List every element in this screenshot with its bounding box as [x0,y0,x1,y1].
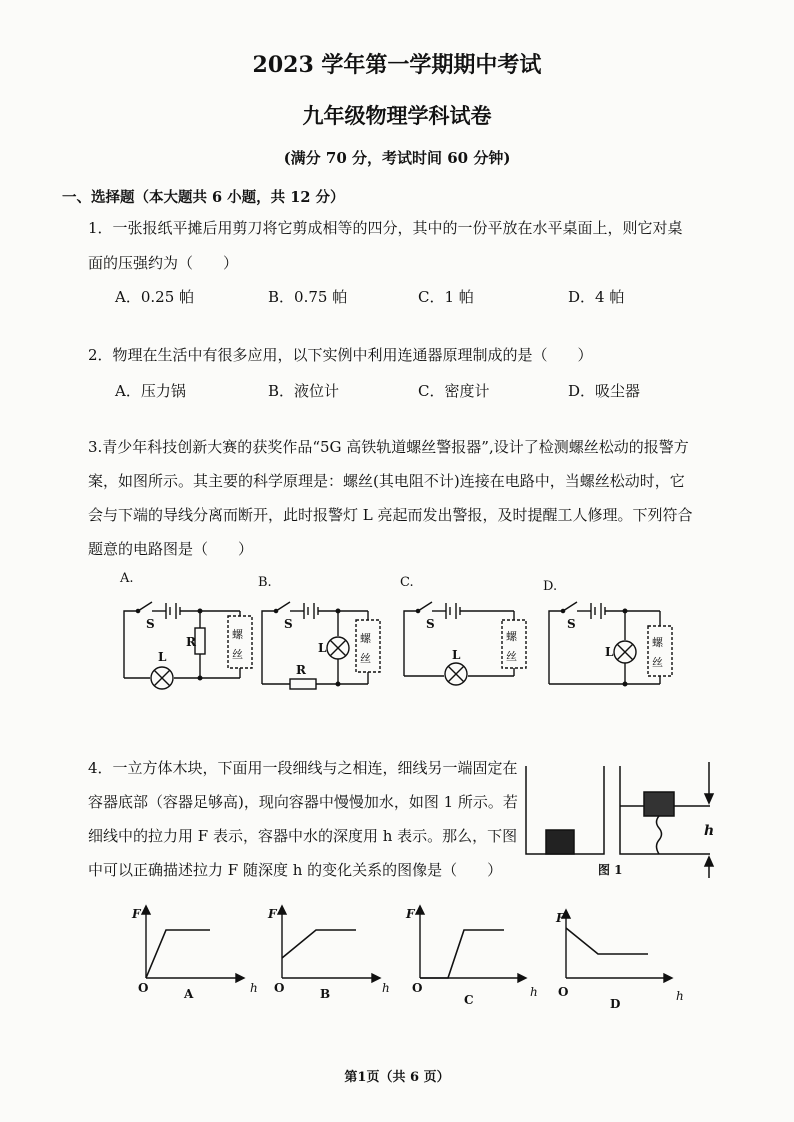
svg-text:O: O [412,981,423,995]
q2-option-d: D．吸尘器 [568,382,641,400]
svg-text:F: F [556,911,565,925]
graph-b [267,906,390,1001]
wood-block-floating [644,792,674,816]
circuit-c [400,575,526,685]
q2-option-a: A．压力锅 [115,382,186,400]
svg-text:L: L [318,641,327,655]
svg-text:F: F [268,907,277,921]
svg-text:R: R [296,663,306,677]
svg-text:h: h [676,989,684,1003]
graph-a-line [146,930,210,978]
svg-text:D.: D. [543,579,558,594]
q3-line2: 案，如图所示。其主要的科学原理是：螺丝(其电阻不计)连接在电路中，当螺丝松动时，它 [88,472,685,490]
svg-text:L: L [158,650,167,664]
q1-option-b: B．0.75 帕 [268,288,348,306]
wood-block-bottom [546,830,574,854]
svg-text:丝: 丝 [232,648,243,661]
svg-text:L: L [605,645,614,659]
svg-text:螺: 螺 [506,630,517,643]
q4-line3: 细线中的拉力用 F 表示，容器中水的深度用 h 表示。那么，下图 [88,827,518,845]
q4-line2: 容器底部（容器足够高)，现向容器中慢慢加水，如图 1 所示。若 [88,793,518,811]
q4-line1: 4．一立方体木块，下面用一段细线与之相连，细线另一端固定在 [88,759,518,777]
q4-figure-1 [520,758,730,883]
q2-option-b: B．液位计 [268,382,340,400]
svg-text:丝: 丝 [360,652,371,665]
svg-text:S: S [426,617,435,631]
q1-option-a: A．0.25 帕 [115,288,194,306]
svg-text:h: h [250,981,258,995]
q1-line1: 1．一张报纸平摊后用剪刀将它剪成相等的四分，其中的一份平放在水平桌面上，则它对桌 [88,219,683,237]
svg-text:丝: 丝 [506,650,517,663]
circuit-a [119,571,252,689]
svg-text:O: O [138,981,149,995]
svg-text:O: O [274,981,285,995]
svg-text:R: R [186,635,196,649]
svg-text:A: A [184,987,194,1001]
svg-text:F: F [406,907,415,921]
q3-circuit-diagrams [100,566,700,696]
svg-text:S: S [567,617,576,631]
graph-a [131,906,258,1001]
svg-text:B: B [320,987,331,1001]
q4-line4: 中可以正确描述拉力 F 随深度 h 的变化关系的图像是（ ） [88,861,503,879]
circuit-a-letter: A. [120,571,134,586]
circuit-d [543,579,672,686]
svg-text:S: S [146,617,155,631]
svg-text:O: O [558,985,569,999]
svg-text:B.: B. [258,575,272,590]
resistor-b [290,679,316,689]
q2-line1: 2．物理在生活中有很多应用，以下实例中利用连通器原理制成的是（ ） [88,346,593,364]
svg-text:L: L [452,648,461,662]
exam-note: (满分 70 分，考试时间 60 分钟) [283,149,511,167]
q3-line3: 会与下端的导线分离而断开，此时报警灯 L 亮起而发出警报，及时提醒工人修理。下列符合 [88,506,693,524]
svg-text:h: h [530,985,538,999]
svg-text:h: h [382,981,390,995]
graph-d [555,910,684,1011]
graph-d-line [566,928,648,954]
graph-b-line [282,930,356,958]
exam-title: 2023 学年第一学期期中考试 [252,52,542,78]
q1-line2: 面的压强约为（ ） [88,254,239,272]
svg-text:螺: 螺 [652,636,663,649]
q3-line4: 题意的电路图是（ ） [88,540,254,558]
section-heading: 一、选择题（本大题共 6 小题，共 12 分） [62,189,345,206]
graph-c [405,906,538,1007]
q1-option-c: C．1 帕 [418,288,474,306]
svg-text:C.: C. [400,575,414,590]
thread [657,816,662,854]
svg-text:丝: 丝 [652,656,663,669]
figure-1-caption: 图 1 [598,863,623,877]
svg-text:螺: 螺 [360,632,371,645]
page-footer: 第1页（共 6 页） [344,1070,450,1085]
q4-graphs [120,900,700,1020]
svg-text:F: F [132,907,141,921]
exam-subtitle: 九年级物理学科试卷 [302,103,492,128]
switch-a [138,602,152,611]
q2-option-c: C．密度计 [418,382,490,400]
svg-text:h: h [704,823,715,839]
svg-text:D: D [610,997,621,1011]
svg-text:S: S [284,617,293,631]
graph-c-line [420,930,504,978]
q1-option-d: D．4 帕 [568,288,625,306]
q3-line1: 3.青少年科技创新大赛的获奖作品“5G 高铁轨道螺丝警报器”,设计了检测螺丝松动的报警方 [88,438,689,456]
svg-text:C: C [464,993,474,1007]
svg-text:螺: 螺 [232,628,243,641]
circuit-b [258,575,380,689]
